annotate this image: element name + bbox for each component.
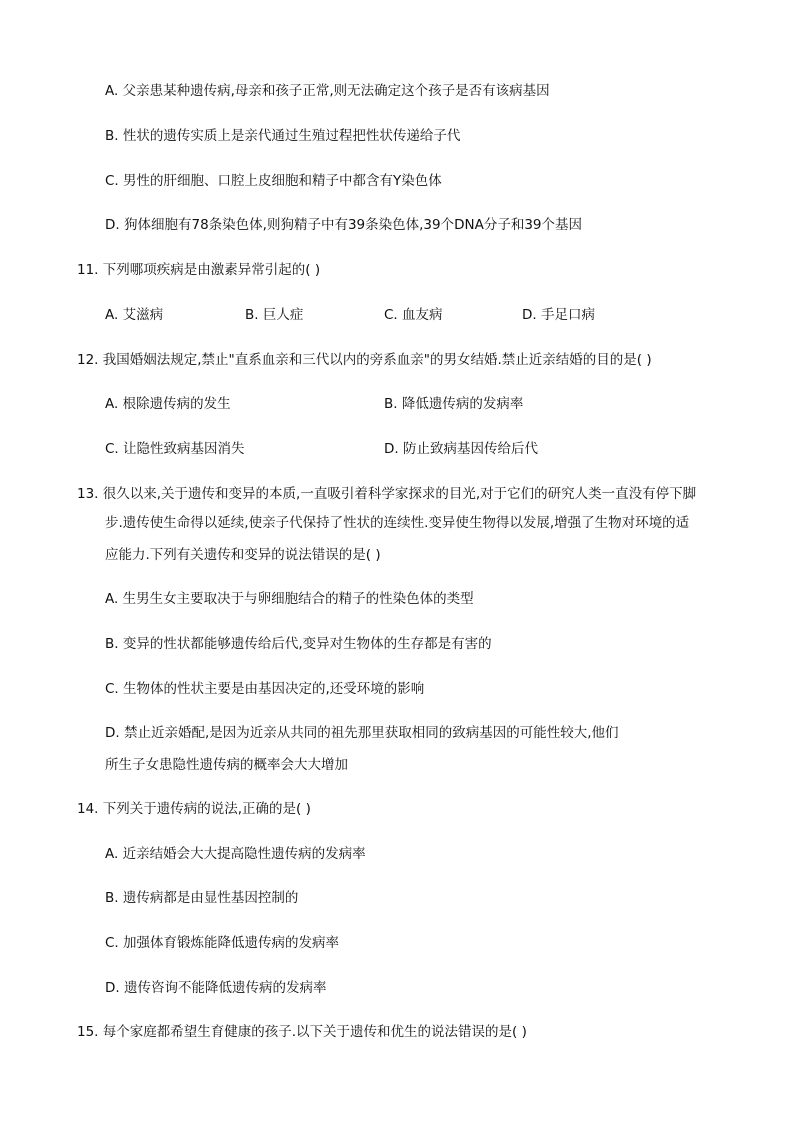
q12-stem: 12. 我国婚姻法规定,禁止"直系血亲和三代以内的旁系血亲"的男女结婚.禁止近亲结婚的目的是( ) (77, 352, 652, 368)
q10-option-c: C. 男性的肝细胞、口腔上皮细胞和精子中都含有Y染色体 (105, 173, 442, 189)
q13-option-b: B. 变异的性状都能够遗传给后代,变异对生物体的生存都是有害的 (105, 636, 492, 652)
q14-option-a: A. 近亲结婚会大大提高隐性遗传病的发病率 (105, 846, 366, 862)
q11-option-c: C. 血友病 (384, 307, 443, 323)
q12-option-d: D. 防止致病基因传给后代 (384, 441, 538, 457)
q11-stem: 11. 下列哪项疾病是由激素异常引起的( ) (77, 262, 321, 278)
q14-stem: 14. 下列关于遗传病的说法,正确的是( ) (77, 801, 311, 817)
q13-stem-line1: 13. 很久以来,关于遗传和变异的本质,一直吸引着科学家探求的目光,对于它们的研究人类一直没有停下脚 (77, 486, 697, 502)
q13-option-d-line2: 所生子女患隐性遗传病的概率会大大增加 (105, 757, 348, 773)
q13-option-a: A. 生男生女主要取决于与卵细胞结合的精子的性染色体的类型 (105, 591, 474, 607)
q15-stem: 15. 每个家庭都希望生育健康的孩子.以下关于遗传和优生的说法错误的是( ) (77, 1024, 527, 1040)
q11-option-b: B. 巨人症 (245, 307, 304, 323)
q13-option-c: C. 生物体的性状主要是由基因决定的,还受环境的影响 (105, 681, 425, 697)
q10-option-b: B. 性状的遗传实质上是亲代通过生殖过程把性状传递给子代 (105, 128, 461, 144)
q14-option-d: D. 遗传咨询不能降低遗传病的发病率 (105, 980, 327, 996)
q13-stem-line2: 步.遗传使生命得以延续,使亲子代保持了性状的连续性.变异使生物得以发展,增强了生物对环境的适 (105, 515, 690, 531)
q13-stem-line3: 应能力.下列有关遗传和变异的说法错误的是( ) (105, 547, 381, 563)
q10-option-d: D. 狗体细胞有78条染色体,则狗精子中有39条染色体,39个DNA分子和39个基因 (105, 217, 583, 233)
q12-option-c: C. 让隐性致病基因消失 (105, 441, 245, 457)
q14-option-c: C. 加强体育锻炼能降低遗传病的发病率 (105, 935, 340, 951)
q11-option-a: A. 艾滋病 (105, 307, 164, 323)
q13-option-d-line1: D. 禁止近亲婚配,是因为近亲从共同的祖先那里获取相同的致病基因的可能性较大,他们 (105, 725, 619, 741)
q14-option-b: B. 遗传病都是由显性基因控制的 (105, 890, 299, 906)
q12-option-a: A. 根除遗传病的发生 (105, 396, 231, 412)
q11-option-d: D. 手足口病 (522, 307, 595, 323)
q10-option-a: A. 父亲患某种遗传病,母亲和孩子正常,则无法确定这个孩子是否有该病基因 (105, 83, 550, 99)
q12-option-b: B. 降低遗传病的发病率 (384, 396, 524, 412)
